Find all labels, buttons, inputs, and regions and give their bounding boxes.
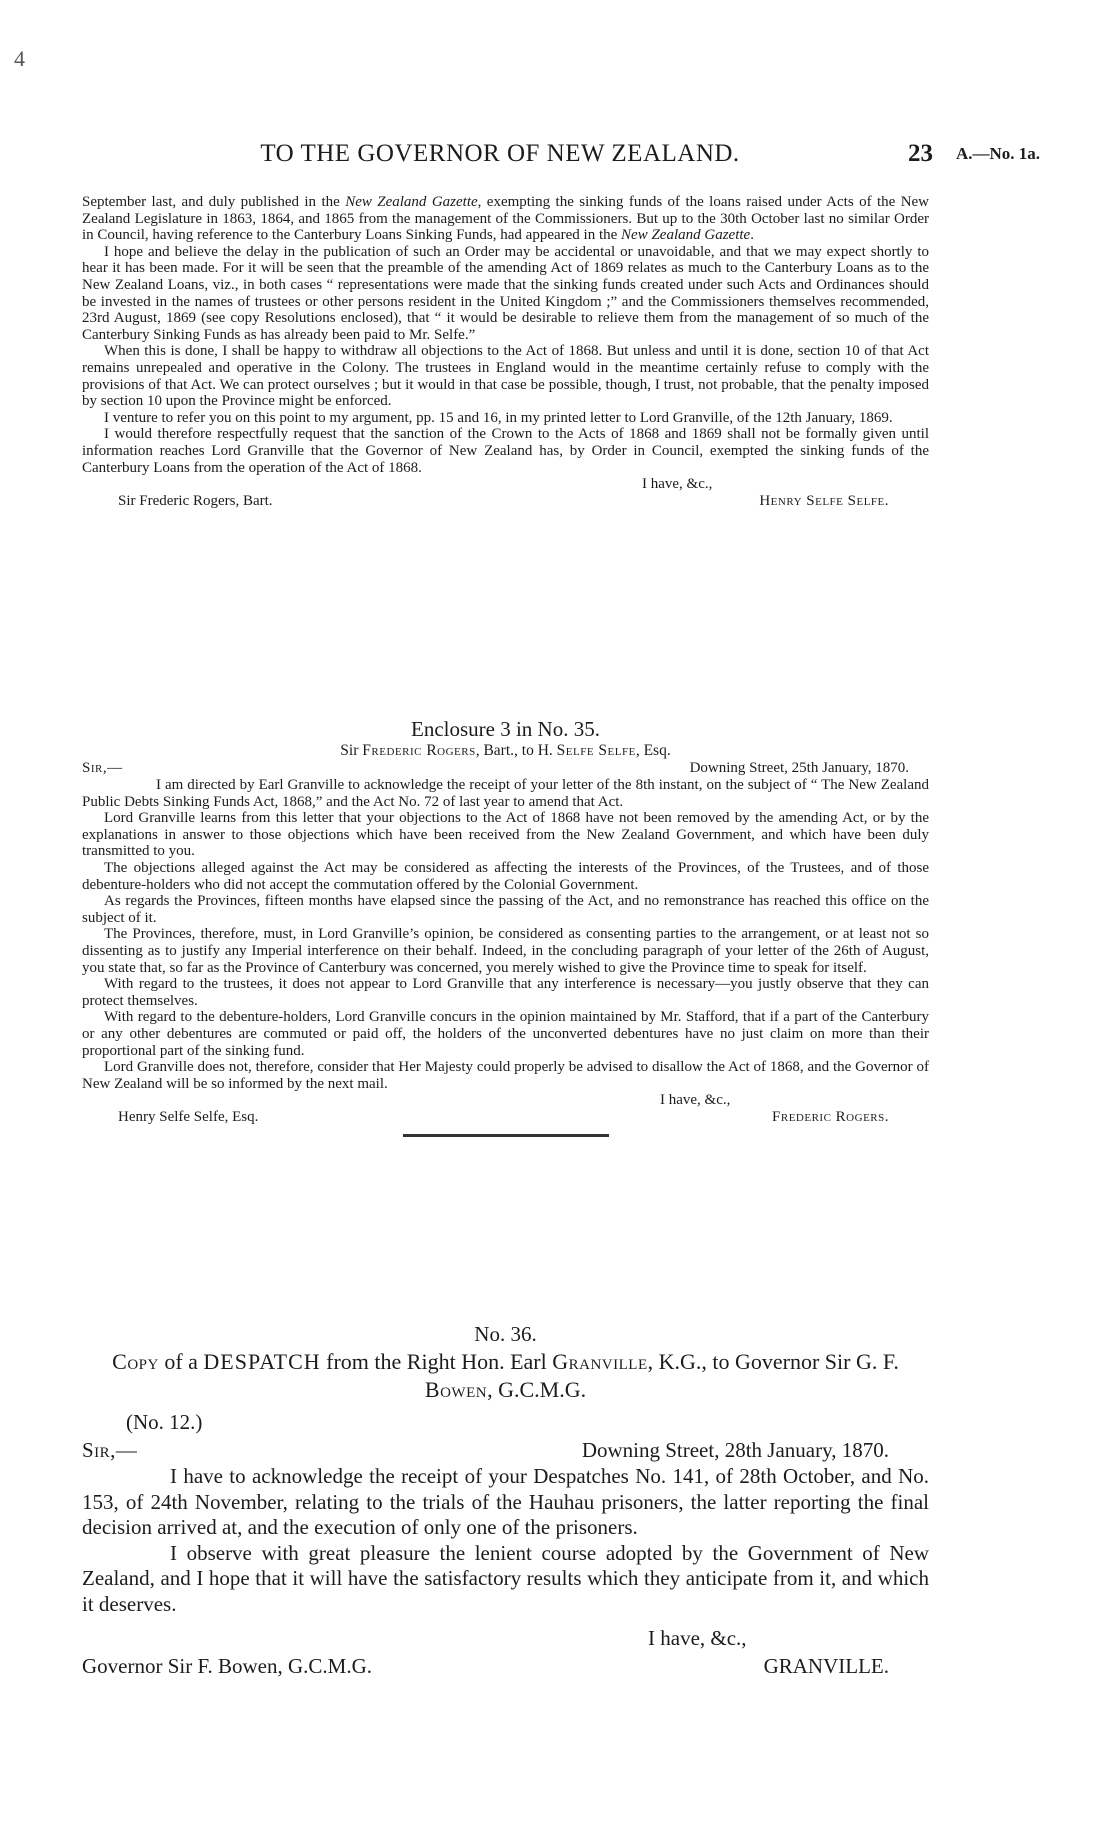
letter-continuation <box>82 194 929 510</box>
text-run: Bowen <box>424 1377 488 1402</box>
paragraph: I observe with great pleasure the lenient course adopted by the Government of New Zealand, and I hope that it will have the satisfactory results which they anticipate from it, and which it deserves. <box>82 1540 929 1616</box>
text-run: Frederic Rogers <box>362 742 476 759</box>
despatch-number: No. 36. <box>474 1322 537 1346</box>
signature: Frederic Rogers. <box>772 1109 889 1126</box>
paragraph: The Provinces, therefore, must, in Lord Granville’s opinion, be considered as consenting parties to the arrangement, or at least not so dissenting as to justify any Imperial interference on their behalf. Indeed, in the concluding paragraph of your letter of the 26th of August, you state that, so far as the Province of Canterbury was concerned, you merely wished to give the Province time to speak for itself. <box>82 926 929 976</box>
salutation: Sir,— <box>82 760 123 776</box>
salutation: Sir,— <box>82 1438 138 1462</box>
paragraph: Lord Granville learns from this letter that your objections to the Act of 1868 have not been removed by the amending Act, or by the explanations in answer to those objections which have been received from the New Zealand Government, and which have been duly transmitted to you. <box>82 810 929 860</box>
addressee: Governor Sir F. Bowen, G.C.M.G. <box>82 1653 372 1678</box>
dateline-row <box>82 760 929 777</box>
text-run: of a <box>158 1349 204 1374</box>
text-run: Granville <box>552 1349 648 1374</box>
despatch-ref: (No. 12.) <box>126 1410 203 1434</box>
closing: I have, &c., <box>660 1092 731 1109</box>
addressee: Sir Frederic Rogers, Bart. <box>118 493 273 510</box>
despatch-ref-row <box>82 1408 929 1436</box>
paragraph: I hope and believe the delay in the publication of such an Order may be accidental or unavoidable, and that we may expect shortly to hear it has been made. For it will be seen that the preamble of the amending Act of 1869 relates as much to the Canterbury Loans as to the New Zealand Loans, viz., in both cases “ representations were made that the sinking funds created under such Acts and Ordinances should be invested in the names of trustees or other persons resident in the United Kingdom ;” and the Commissioners themselves recommended, 23rd August, 1869 (see copy Resolutions enclosed), that “ it would be desirable to relieve them from the management of so much of the Canterbury Sinking Funds as has already been paid to Mr. Selfe.” <box>82 243 929 343</box>
paragraph: I would therefore respectfully request that the sanction of the Crown to the Acts of 1868 and 1869 shall not be formally given until information reaches Lord Granville that the Governor of New Zealand has, by Order in Council, exempted the sinking funds of the Canterbury Loans from the operation of the Act of 1868. <box>82 426 929 476</box>
enclosure-title: Enclosure 3 in No. 35. <box>411 717 600 741</box>
addressee: Henry Selfe Selfe, Esq. <box>118 1109 259 1126</box>
despatch-section <box>82 1320 929 1680</box>
text-run: New Zealand Gazette <box>621 227 751 244</box>
text-run: , exempting the sinking funds of the loans raised under Acts of the New Zealand Legislature in 1863, 1864, and 1865 from the management of the Commissioners. But up to the 30th October last no similar Order in Council, having reference to the Canterbury Loans Sinking Funds, had appeared in the <box>82 194 930 244</box>
text-run: New Zealand Gazette <box>345 194 478 210</box>
text-run: from the Right Hon. Earl <box>320 1349 553 1374</box>
corner-mark: 4 <box>14 46 25 71</box>
paragraph: As regards the Provinces, fifteen months have elapsed since the passing of the Act, and no remonstrance has reached this office on the subject of it. <box>82 893 929 926</box>
closing-row <box>82 1092 929 1109</box>
text-run: September last, and duly published in the <box>82 194 346 210</box>
dateline: Downing Street, 28th January, 1870. <box>581 1438 889 1462</box>
page-number: 23 <box>908 140 933 167</box>
paragraph: The objections alleged against the Act may be considered as affecting the interests of the Provinces, of the Trustees, and of those debenture-holders who did not accept the commutation offered by the Colonial Government. <box>82 859 929 893</box>
paragraph: With regard to the debenture-holders, Lord Granville concurs in the opinion maintained by Mr. Stafford, that if a part of the Canterbury or any other debentures are commuted or paid off, the holders of the unconverted debentures have no just claim on more than their proportional part of the sinking fund. <box>82 1009 929 1059</box>
text-run: , Bart., to H. <box>475 742 557 759</box>
text-run: Selfe Selfe <box>556 742 636 759</box>
signature-row <box>82 493 929 510</box>
despatch-heading <box>82 1348 929 1404</box>
closing: I have, &c., <box>642 476 713 493</box>
paragraph: I venture to refer you on this point to my argument, pp. 15 and 16, in my printed letter to Lord Granville, of the 12th January, 1869. <box>104 409 893 426</box>
signature-row <box>82 1109 929 1126</box>
closing-row <box>82 1624 929 1652</box>
text-run: . <box>750 227 754 244</box>
paragraph: I have to acknowledge the receipt of your Despatches No. 141, of 28th October, and No. 153, of 24th November, relating to the trials of the Hauhau prisoners, the latter reporting the final decision arrived at, and the execution of only one of the prisoners. <box>82 1464 929 1540</box>
enclosure-subtitle <box>82 742 929 760</box>
section-divider <box>403 1134 609 1137</box>
signature-row <box>82 1652 929 1680</box>
text-run: DESPATCH <box>203 1349 321 1374</box>
paragraph: With regard to the trustees, it does not appear to Lord Granville that any interference is necessary—you justly observe that they can protect themselves. <box>82 976 929 1009</box>
dateline-row <box>82 1436 929 1464</box>
despatch-body <box>82 1464 929 1618</box>
page-header <box>0 140 1114 170</box>
enclosure-body <box>82 777 929 1092</box>
dateline: Downing Street, 25th January, 1870. <box>689 760 909 776</box>
paragraph: I am directed by Earl Granville to acknowledge the receipt of your letter of the 8th instant, on the subject of “ The New Zealand Public Debts Sinking Funds Act, 1868,” and the Act No. 72 of last year to amend that Act. <box>82 777 929 810</box>
signature: GRANVILLE. <box>763 1653 889 1678</box>
text-run: Sir <box>340 742 363 759</box>
enclosure-section <box>82 716 929 1137</box>
text-run: Copy <box>112 1349 159 1374</box>
closing: I have, &c., <box>648 1625 747 1650</box>
paragraph: Lord Granville does not, therefore, consider that Her Majesty could properly be advised to disallow the Act of 1868, and the Governor of New Zealand will be so informed by the next mail. <box>82 1059 929 1092</box>
text-run: , K.G., to Governor Sir G. F. <box>647 1349 899 1374</box>
document-reference: A.—No. 1a. <box>956 144 1041 163</box>
page-title: TO THE GOVERNOR OF NEW ZEALAND. <box>260 140 740 167</box>
text-run: , Esq. <box>635 742 671 759</box>
text-run: , G.C.M.G. <box>487 1377 587 1402</box>
signature: Henry Selfe Selfe. <box>759 493 889 510</box>
closing-row <box>82 476 929 493</box>
paragraph <box>82 194 929 244</box>
paragraph: When this is done, I shall be happy to withdraw all objections to the Act of 1868. But unless and until it is done, section 10 of that Act remains unrepealed and operative in the Colony. The trustees in England would in the meantime certainly refuse to comply with the provisions of that Act. We can protect ourselves ; but it would in that case be possible, though, I trust, not probable, that the penalty imposed by section 10 upon the Province might be enforced. <box>82 343 929 410</box>
